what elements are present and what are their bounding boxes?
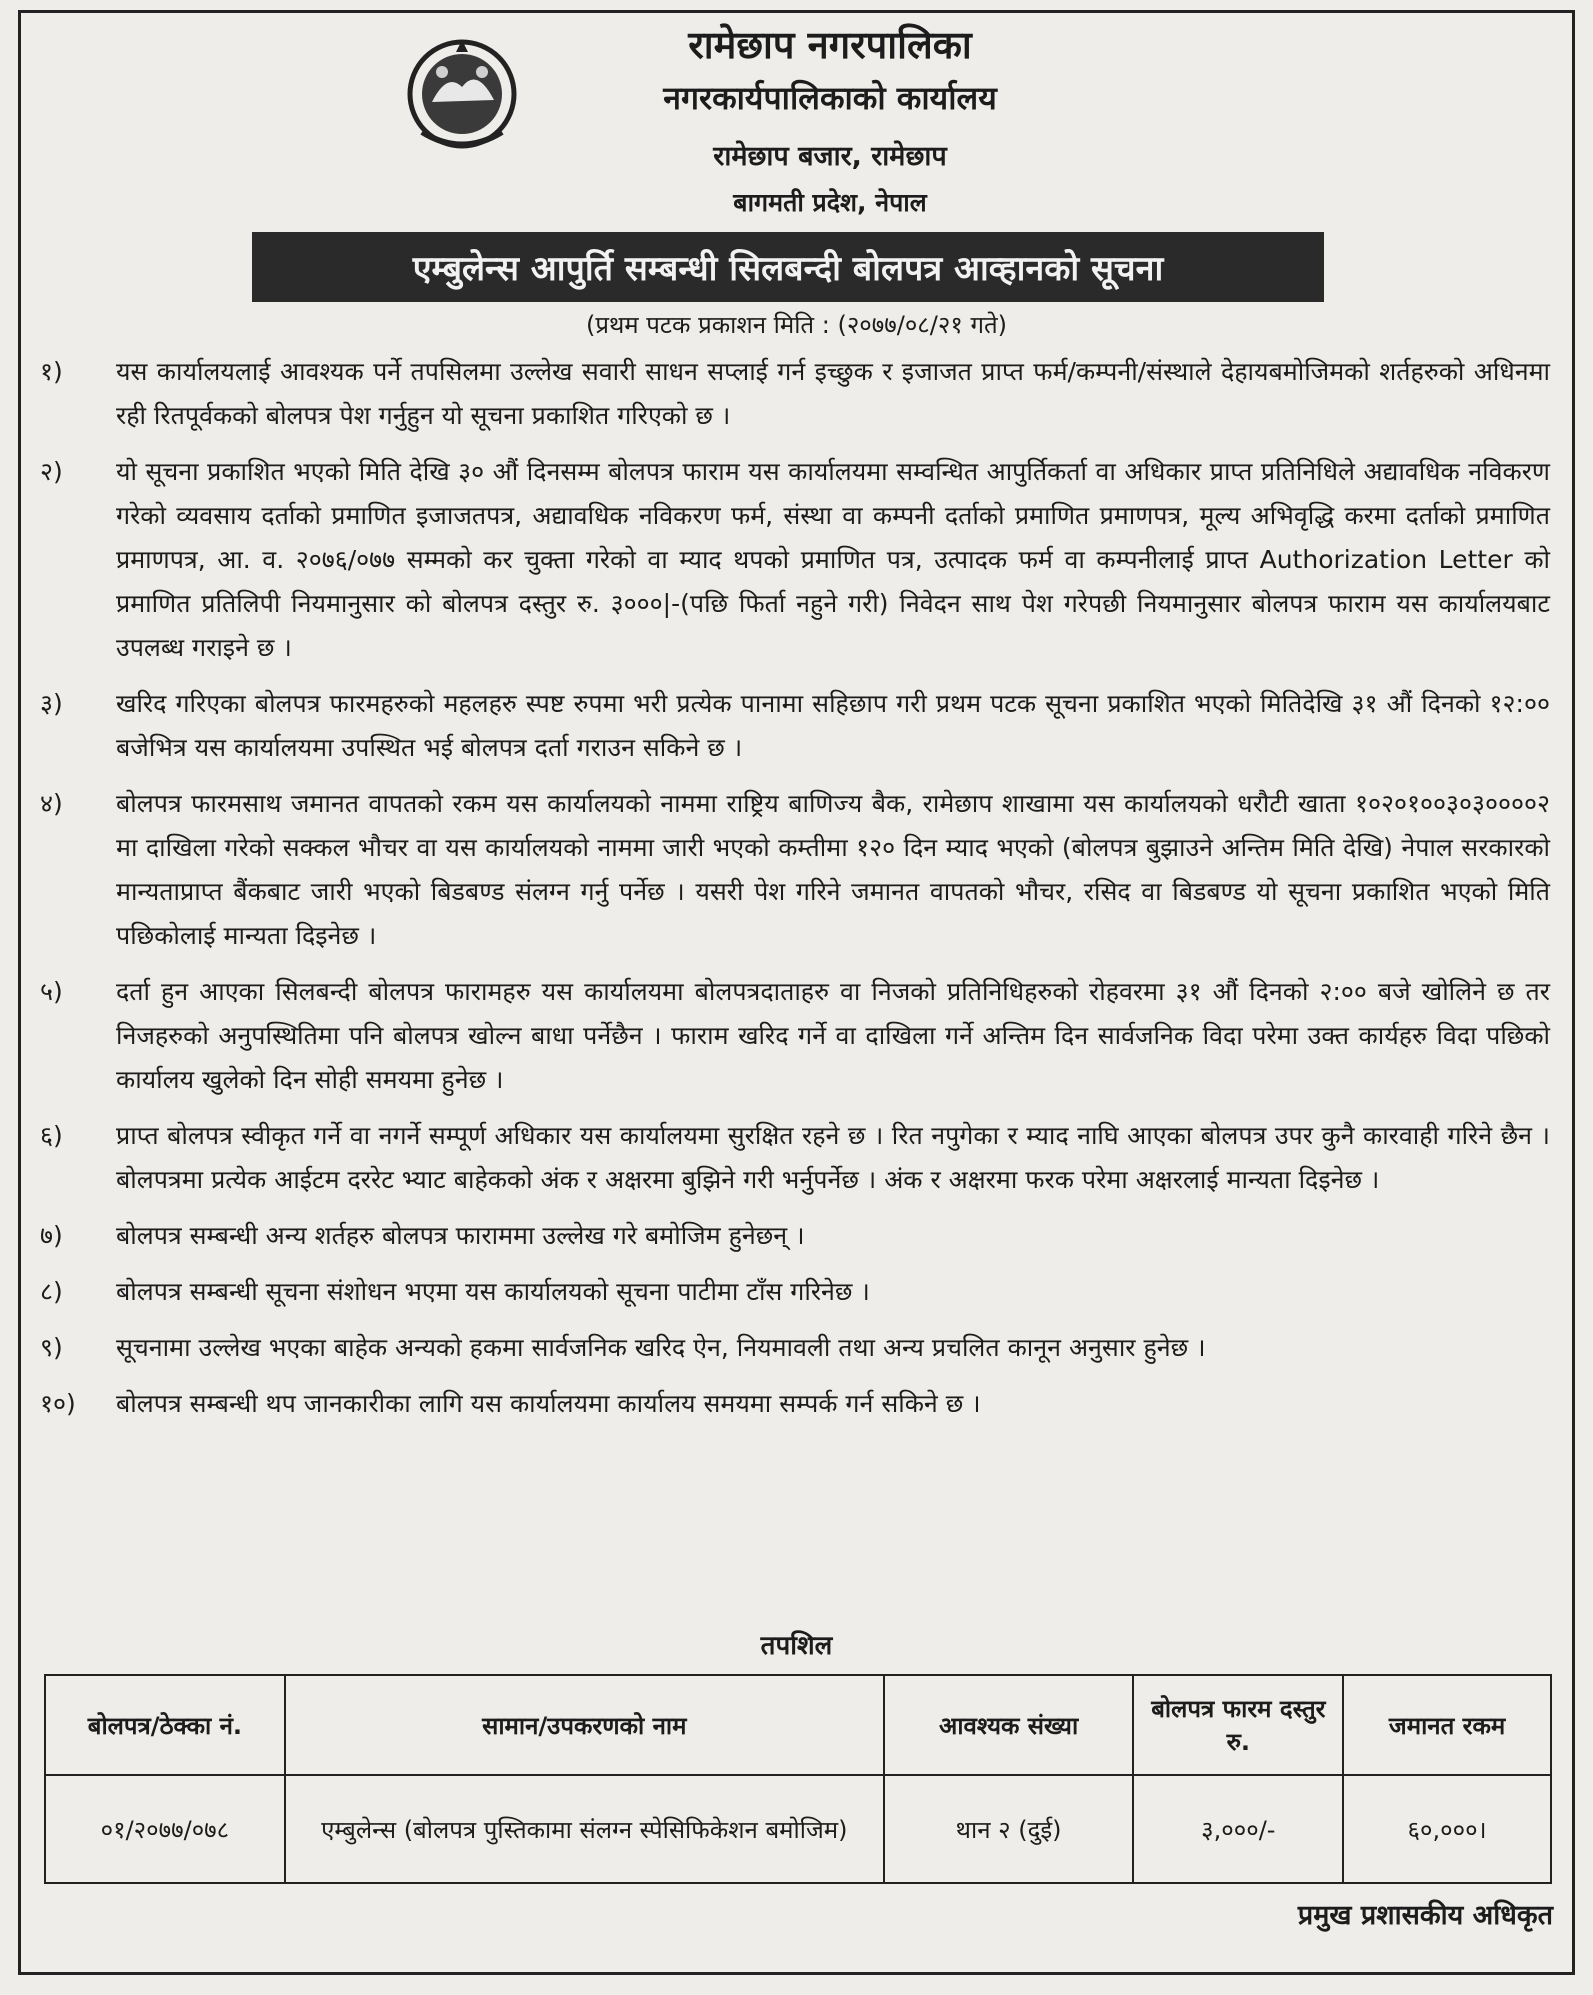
clause-text: दर्ता हुन आएका सिलबन्दी बोलपत्र फारामहरु यस कार्यालयमा बोलपत्रदाताहरु वा निजको प्रतिनिधिहरुको रोहवरमा ३१ औं दिनको २:०० बजे खोलिने छ तर निजहरुको अनुपस्थितिमा पनि बोलपत्र खोल्न बाधा पर्नेछैन । फाराम खरिद गर्ने वा दाखिला गर्ने अन्तिम दिन सार्वजनिक विदा परेमा उक्त कार्यहरु विदा पछिको कार्यालय खुलेको दिन सोही समयमा हुनेछ ।: [116, 977, 1550, 1094]
signer-title: प्रमुख प्रशासकीय अधिकृत: [1297, 1900, 1553, 1931]
cell-item: एम्बुलेन्स (बोलपत्र पुस्तिकामा संलग्न स्पेसिफिकेशन बमोजिम): [285, 1775, 884, 1883]
clause-text: बोलपत्र सम्बन्धी थप जानकारीका लागि यस कार्यालयमा कार्यालय समयमा सम्पर्क गर्न सकिने छ ।: [116, 1389, 981, 1418]
clause-item: [40, 350, 1550, 438]
clause-item: [40, 1270, 1550, 1314]
office-name: नगरकार्यपालिकाको कार्यालय: [663, 79, 997, 117]
column-header-fee: बोलपत्र फारम दस्तुर रु.: [1133, 1675, 1343, 1775]
clause-text: प्राप्त बोलपत्र स्वीकृत गर्ने वा नगर्ने सम्पूर्ण अधिकार यस कार्यालयमा सुरक्षित रहने छ । रित नपुगेका र म्याद नाघि आएका बोलपत्र उपर कुनै कारवाही गरिने छैन । बोलपत्रमा प्रत्येक आईटम दररेट भ्याट बाहेकको अंक र अक्षरमा बुझिने गरी भर्नुपर्नेछ । अंक र अक्षरमा फरक परेमा अक्षरलाई मान्यता दिइनेछ ।: [116, 1121, 1550, 1194]
clause-item: [40, 1214, 1550, 1258]
clause-text: यो सूचना प्रकाशित भएको मिति देखि ३० औं दिनसम्म बोलपत्र फाराम यस कार्यालयमा सम्वन्धित आपुर्तिकर्ता वा अधिकार प्राप्त प्रतिनिधिले अद्यावधिक नविकरण गरेको व्यवसाय दर्ताको प्रमाणित इजाजतपत्र, अद्यावधिक नविकरण फर्म, संस्था वा कम्पनी दर्ताको प्रमाणित प्रमाणपत्र, मूल्य अभिवृद्धि करमा दर्ताको प्रमाणित प्रमाणपत्र, आ. व. २०७६/०७७ सम्मको कर चुक्ता गरेको वा म्याद थपको प्रमाणित पत्र, उत्पादक फर्म वा कम्पनीलाई प्राप्त Authorization Letter को प्रमाणित प्रतिलिपी नियमानुसार को बोलपत्र दस्तुर रु. ३०००|-(पछि फिर्ता नहुने गरी) निवेदन साथ पेश गरेपछी नियमानुसार बोलपत्र फाराम यस कार्यालयबाट उपलब्ध गराइने छ ।: [116, 457, 1550, 662]
municipality-name: रामेछाप नगरपालिका: [688, 23, 972, 67]
notice-title: एम्बुलेन्स आपुर्ति सम्बन्धी सिलबन्दी बोलपत्र आव्हानको सूचना: [252, 232, 1324, 302]
clause-item: [40, 1114, 1550, 1202]
clause-number: २): [40, 457, 63, 486]
clause-text: यस कार्यालयलाई आवश्यक पर्ने तपसिलमा उल्लेख सवारी साधन सप्लाई गर्न इच्छुक र इजाजत प्राप्त फर्म/कम्पनी/संस्थाले देहायबमोजिमको शर्तहरुको अधिनमा रही रितपूर्वकको बोलपत्र पेश गर्नुहुन यो सूचना प्रकाशित गरिएको छ ।: [116, 357, 1550, 430]
clause-item: [40, 1382, 1550, 1426]
clause-number: १): [40, 357, 63, 386]
clause-item: [40, 450, 1550, 670]
clause-number: १०): [40, 1389, 76, 1418]
column-header-quantity: आवश्यक संख्या: [884, 1675, 1134, 1775]
cell-security: ६०,०००।: [1343, 1775, 1551, 1883]
cell-fee: ३,०००/-: [1133, 1775, 1343, 1883]
office-address: रामेछाप बजार, रामेछाप: [713, 141, 947, 172]
cell-bid-no: ०१/२०७७/०७८: [45, 1775, 285, 1883]
clause-item: [40, 970, 1550, 1102]
table-header-row: [45, 1675, 1551, 1775]
clause-list: [40, 350, 1550, 1438]
clause-text: खरिद गरिएका बोलपत्र फारमहरुको महलहरु स्पष्ट रुपमा भरी प्रत्येक पानामा सहिछाप गरी प्रथम पटक सूचना प्रकाशित भएको मितिदेखि ३१ औं दिनको १२:०० बजेभित्र यस कार्यालयमा उपस्थित भई बोलपत्र दर्ता गराउन सकिने छ ।: [116, 689, 1550, 762]
clause-number: ६): [40, 1121, 63, 1150]
clause-text: बोलपत्र सम्बन्धी सूचना संशोधन भएमा यस कार्यालयको सूचना पाटीमा टाँस गरिनेछ ।: [116, 1277, 870, 1306]
clause-number: ९): [40, 1333, 63, 1362]
clause-number: ४): [40, 789, 63, 818]
clause-item: [40, 1326, 1550, 1370]
schedule-heading: तपशिल: [760, 1631, 833, 1661]
cell-quantity: थान २ (दुई): [884, 1775, 1134, 1883]
clause-number: ३): [40, 689, 63, 718]
clause-text: बोलपत्र फारमसाथ जमानत वापतको रकम यस कार्यालयको नाममा राष्ट्रिय बाणिज्य बैक, रामेछाप शाखामा यस कार्यालयको धरौटी खाता १०२०१००३०३००००२ मा दाखिला गरेको सक्कल भौचर वा यस कार्यालयको नाममा जारी भएको कम्तीमा १२० दिन म्याद भएको (बोलपत्र बुझाउने अन्तिम मिति देखि) नेपाल सरकारको मान्यताप्राप्त बैंकबाट जारी भएको बिडबण्ड संलग्न गर्नु पर्नेछ । यसरी पेश गरिने जमानत वापतको भौचर, रसिद वा बिडबण्ड यो सूचना प्रकाशित भएको मिति पछिकोलाई मान्यता दिइनेछ ।: [116, 789, 1550, 950]
column-header-security: जमानत रकम: [1343, 1675, 1551, 1775]
clause-item: [40, 682, 1550, 770]
clause-item: [40, 782, 1550, 958]
nepal-emblem-icon: [402, 32, 522, 160]
province-name: बागमती प्रदेश, नेपाल: [733, 188, 927, 217]
clause-text: बोलपत्र सम्बन्धी अन्य शर्तहरु बोलपत्र फाराममा उल्लेख गरे बमोजिम हुनेछन् ।: [116, 1221, 805, 1250]
column-header-bid-no: बोलपत्र/ठेक्का नं.: [45, 1675, 285, 1775]
table-row: [45, 1775, 1551, 1883]
clause-number: ७): [40, 1221, 63, 1250]
publication-date: (प्रथम पटक प्रकाशन मिति : (२०७७/०८/२१ गते): [585, 311, 1008, 339]
column-header-item: सामान/उपकरणको नाम: [285, 1675, 884, 1775]
clause-number: ८): [40, 1277, 63, 1306]
clause-number: ५): [40, 977, 63, 1006]
schedule-table: [44, 1674, 1552, 1884]
clause-text: सूचनामा उल्लेख भएका बाहेक अन्यको हकमा सार्वजनिक खरिद ऐन, नियमावली तथा अन्य प्रचलित कानून अनुसार हुनेछ ।: [116, 1333, 1206, 1362]
